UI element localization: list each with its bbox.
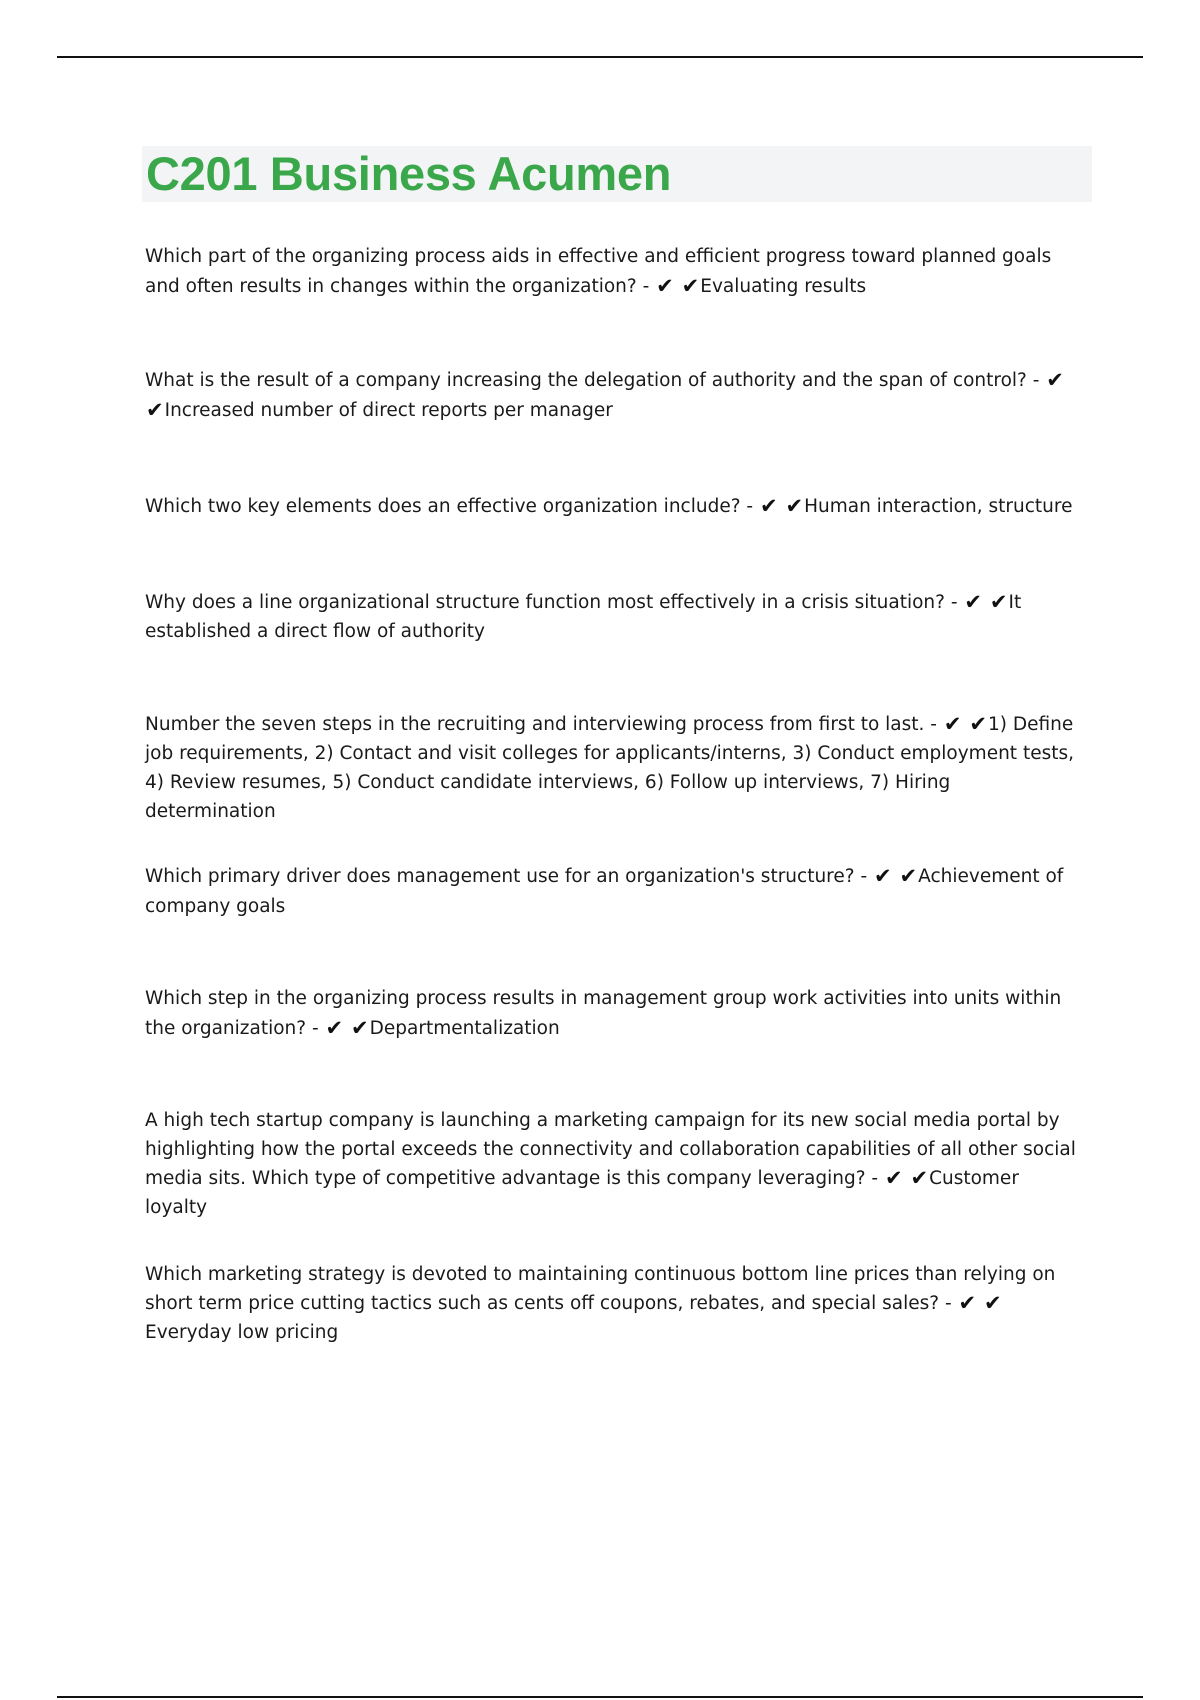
qa-item-6 [145, 862, 1085, 922]
answer-text: Evaluating results [700, 276, 867, 297]
question-text: Which marketing strategy is devoted to maintaining continuous bottom line prices than relying on short term price cutting tactics such as cents off coupons, rebates, and special sales? - [145, 1264, 1056, 1314]
qa-item-5 [145, 710, 1085, 826]
qa-item-1 [145, 242, 1085, 302]
check-icon: ✔ [325, 1016, 344, 1040]
question-text: Which two key elements does an effective organization include? - [145, 496, 759, 517]
answer-text: Everyday low pricing [145, 1322, 339, 1343]
question-text: What is the result of a company increasing the delegation of authority and the span of control? - [145, 370, 1046, 391]
qa-item-4 [145, 588, 1085, 646]
question-text: Which step in the organizing process results in management group work activities into units within the organization? - [145, 988, 1062, 1039]
question-text: Which part of the organizing process aids in effective and efficient progress toward planned goals and often results in changes within the organization? - [145, 246, 1052, 297]
check-icon: ✔ [964, 590, 983, 614]
check-icon: ✔ [874, 864, 892, 888]
check-icon: ✔ [989, 590, 1008, 614]
answer-text: Customer loyalty [145, 1168, 1019, 1218]
check-icon: ✔ [785, 494, 804, 518]
check-icon: ✔ [146, 398, 164, 422]
document-title: C201 Business Acumen [146, 147, 672, 200]
check-icon: ✔ [1046, 368, 1064, 392]
answer-text: 1) Define job requirements, 2) Contact and visit colleges for applicants/interns, 3) Conduct employment tests, 4) Review resumes, 5) Conduct candidate interviews, 6) Follow up interviews, 7) Hiring determination [145, 714, 1074, 822]
answer-text: Increased number of direct reports per manager [164, 400, 613, 421]
top-divider [57, 56, 1143, 58]
question-text: Which primary driver does management use for an organization's structure? - [145, 866, 874, 887]
bottom-divider [57, 1696, 1143, 1698]
check-icon: ✔ [969, 712, 987, 736]
answer-text: Departmentalization [369, 1018, 560, 1039]
question-text: A high tech startup company is launching a marketing campaign for its new social media portal by highlighting how the portal exceeds the connectivity and collaboration capabilities of all other social media sits. Which type of competitive advantage is this company leveraging? - [145, 1110, 1076, 1189]
answer-text: Achievement of company goals [145, 866, 1064, 917]
question-text: Number the seven steps in the recruiting and interviewing process from first to last. - [145, 714, 943, 735]
answer-text: It established a direct flow of authority [145, 592, 1022, 642]
qa-item-2 [145, 366, 1085, 426]
check-icon: ✔ [899, 864, 918, 888]
check-icon: ✔ [958, 1291, 977, 1315]
check-icon: ✔ [943, 712, 962, 736]
answer-text: Human interaction, structure [804, 496, 1073, 517]
qa-item-7 [145, 984, 1085, 1044]
qa-item-8 [145, 1106, 1085, 1222]
check-icon: ✔ [910, 1166, 929, 1190]
check-icon: ✔ [884, 1166, 903, 1190]
qa-item-9 [145, 1260, 1085, 1347]
check-icon: ✔ [656, 274, 674, 298]
check-icon: ✔ [681, 274, 700, 298]
question-text: Why does a line organizational structure function most effectively in a crisis situation? - [145, 592, 964, 613]
qa-item-3 [145, 492, 1085, 522]
check-icon: ✔ [759, 494, 778, 518]
check-icon: ✔ [984, 1291, 1002, 1315]
check-icon: ✔ [351, 1016, 369, 1040]
